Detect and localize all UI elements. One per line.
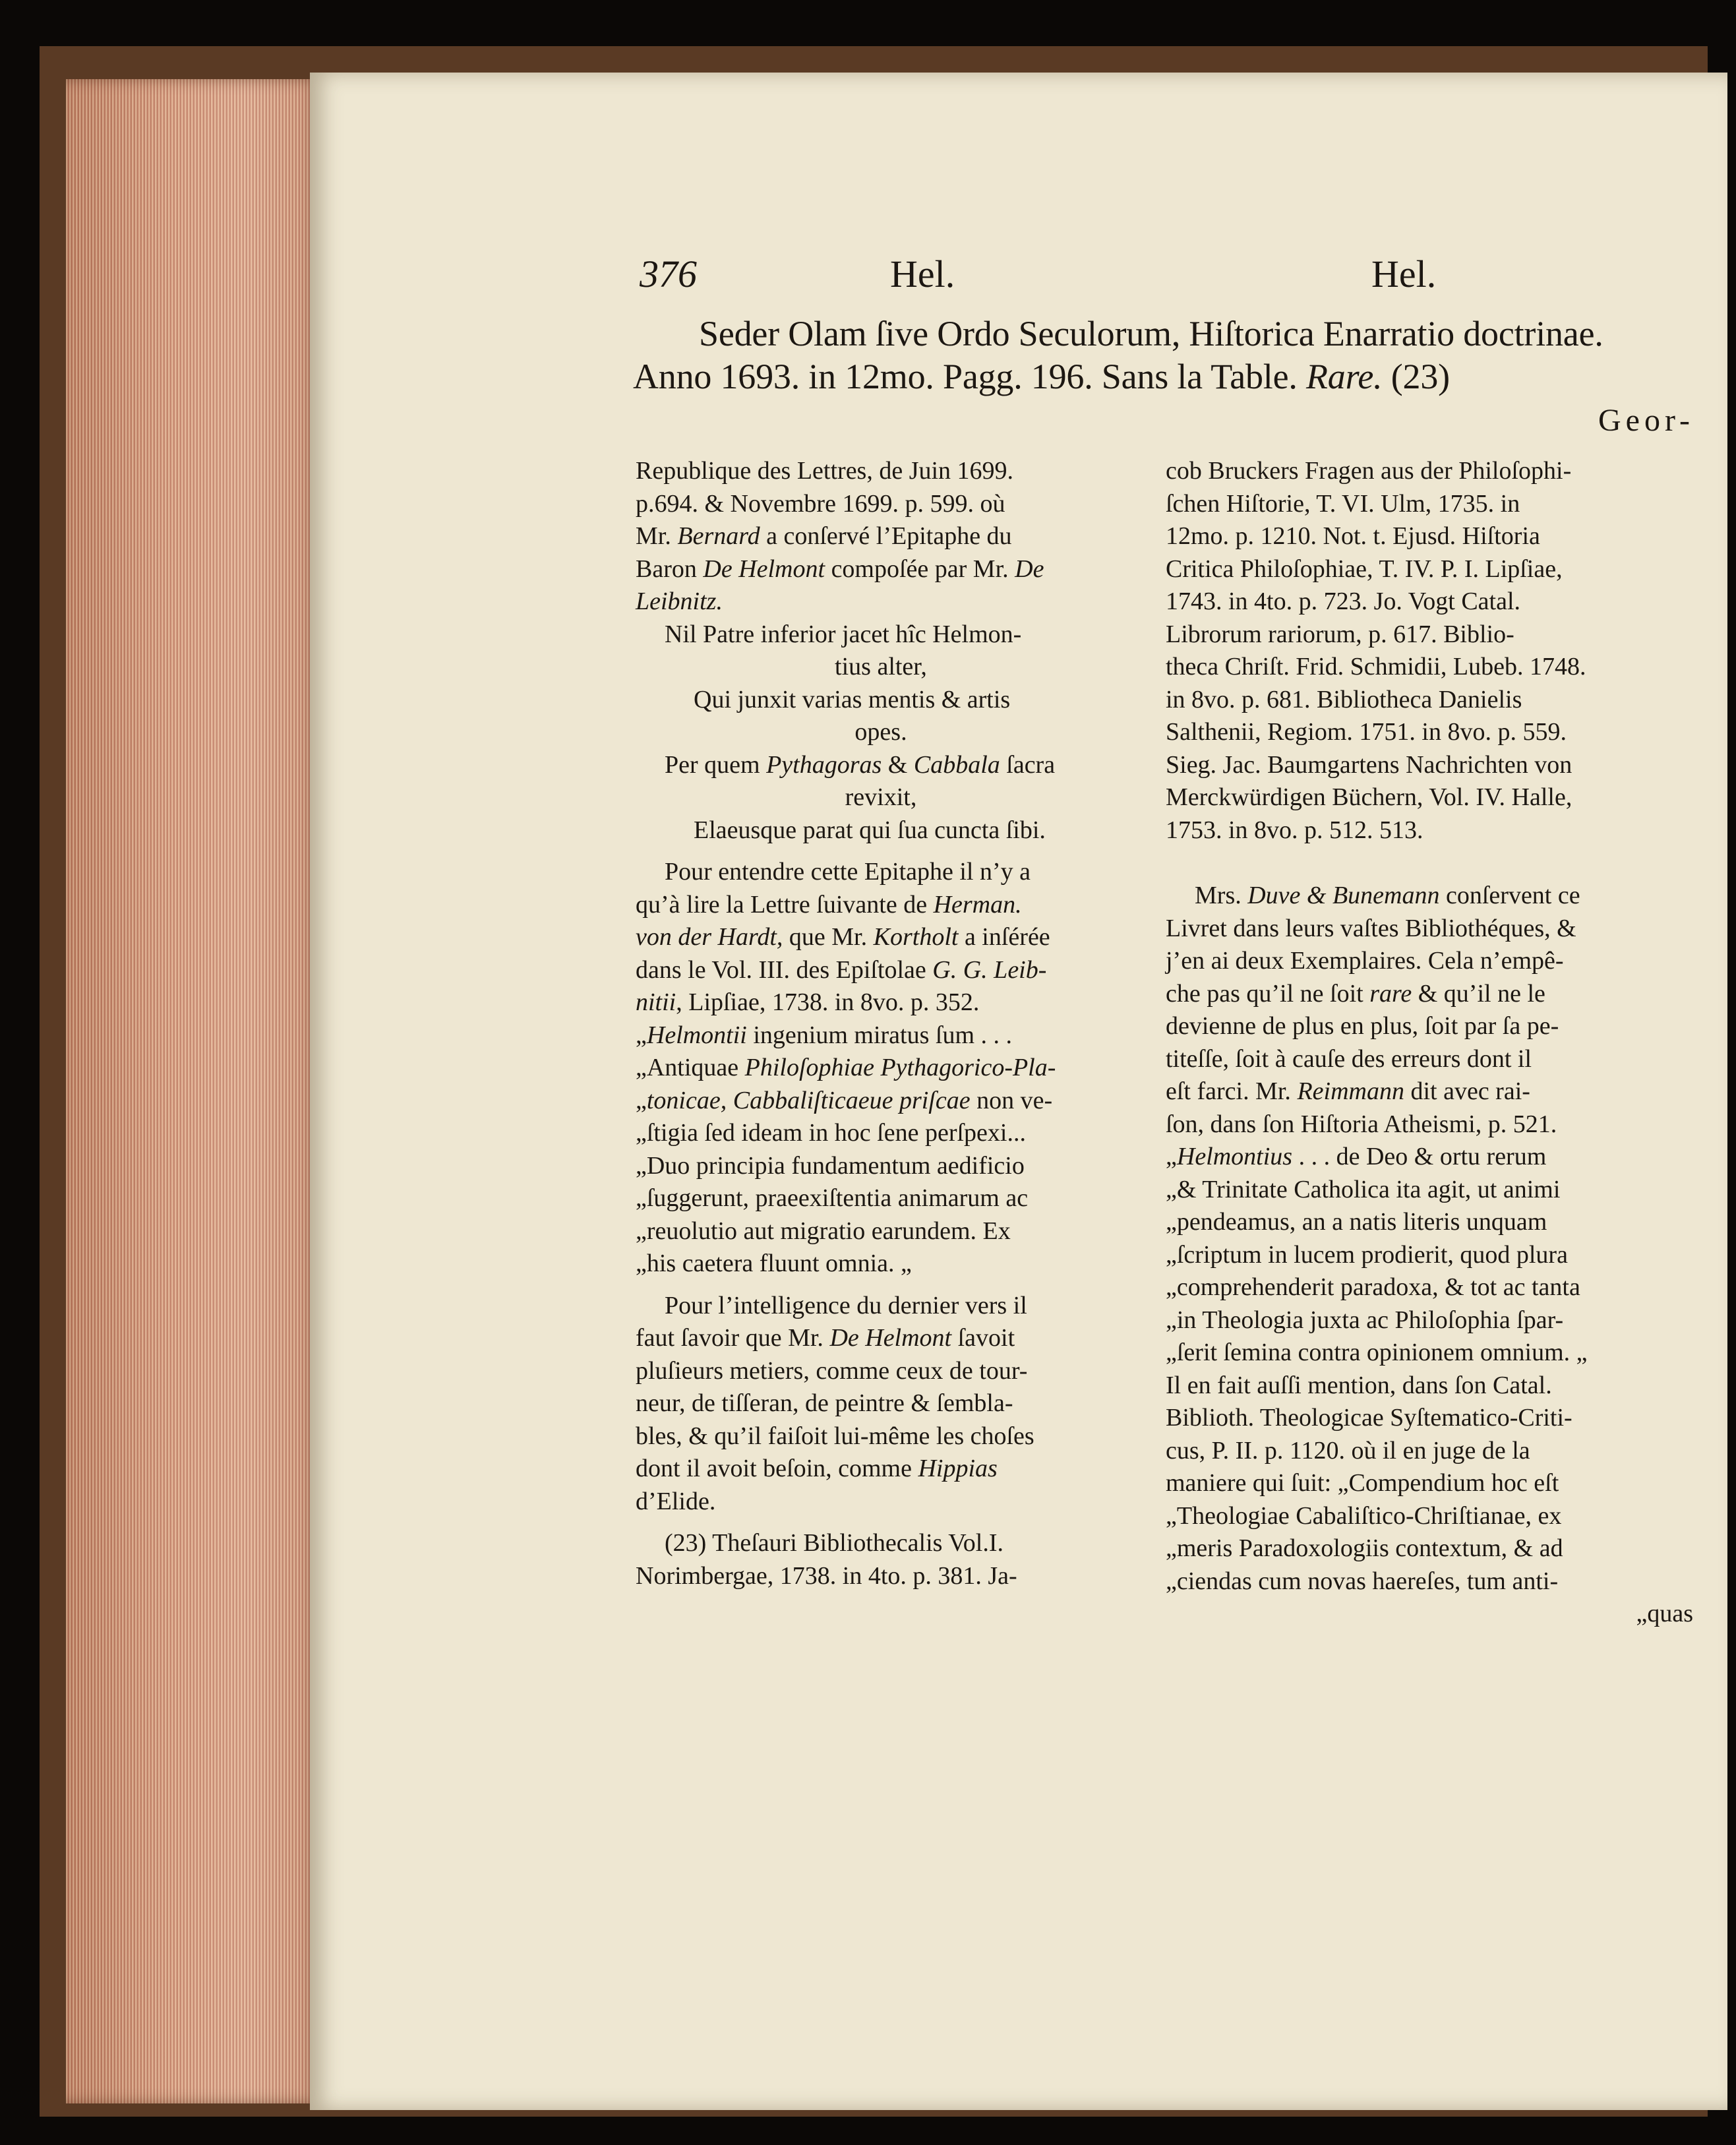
- text-line: Il en fait auſſi mention, dans ſon Catal.: [1166, 1371, 1552, 1399]
- title-line-1: Seder Olam ſive Ordo Seculorum, Hiſtorica Enarratio doctrinae.: [699, 314, 1603, 353]
- text-line: j’en ai deux Exemplaires. Cela n’empê-: [1166, 947, 1564, 975]
- text-line: „ſerit ſemina contra opinionem omnium. „: [1166, 1339, 1588, 1366]
- text-line: dont il avoit beſoin, comme Hippias: [636, 1455, 998, 1482]
- footnote-line: Norimbergae, 1738. in 4to. p. 381. Ja-: [636, 1561, 1017, 1590]
- text-line: „ciendas cum novas haereſes, tum anti-: [1166, 1567, 1559, 1595]
- text-line: Librorum rariorum, p. 617. Biblio-: [1166, 620, 1514, 648]
- text-line: Baron De Helmont compoſée par Mr. De: [636, 555, 1044, 583]
- text-line: 1753. in 8vo. p. 512. 513.: [1166, 816, 1423, 844]
- text-line: „comprehenderit paradoxa, & tot ac tanta: [1166, 1273, 1580, 1301]
- text-line: „Helmontius . . . de Deo & ortu rerum: [1166, 1143, 1547, 1170]
- text-line: Biblioth. Theologicae Syſtematico-Criti-: [1166, 1404, 1572, 1432]
- text-line: Republique des Lettres, de Juin 1699.: [636, 457, 1014, 485]
- text-line: „ſuggerunt, praeexiſtentia animarum ac: [636, 1184, 1029, 1212]
- verse-line: Per quem Pythagoras & Cabbala ſacra: [665, 750, 1056, 779]
- text-line: ſchen Hiſtorie, T. VI. Ulm, 1735. in: [1166, 489, 1520, 518]
- verse-line: Qui junxit varias mentis & artis: [694, 685, 1011, 713]
- text-line: dans le Vol. III. des Epiſtolae G. G. Leib-: [636, 955, 1047, 984]
- text-line: devienne de plus en plus, ſoit par ſa pe-: [1166, 1012, 1559, 1040]
- text-line: 1743. in 4to. p. 723. Jo. Vogt Catal.: [1166, 588, 1521, 615]
- text-line: „Antiquae Philoſophiae Pythagorico-Pla-: [636, 1054, 1056, 1081]
- verse-line: opes.: [854, 718, 907, 746]
- rare-label: Rare.: [1305, 357, 1383, 396]
- footnote-ref: (23): [1391, 357, 1450, 396]
- text-line: cus, P. II. p. 1120. où il en juge de la: [1166, 1436, 1530, 1465]
- text-line: „Helmontii ingenium miratus ſum . . .: [636, 1021, 1012, 1049]
- text-line: „Duo principia fundamentum aedificio: [636, 1151, 1025, 1180]
- text-line: neur, de tiſſeran, de peintre & ſembla-: [636, 1389, 1013, 1417]
- text-line: Merckwürdigen Büchern, Vol. IV. Halle,: [1166, 783, 1572, 811]
- text-line: „& Trinitate Catholica ita agit, ut animi: [1166, 1175, 1561, 1203]
- text-line: d’Elide.: [636, 1487, 716, 1515]
- text-line: qu’à lire la Lettre ſuivante de Herman.: [636, 890, 1022, 919]
- text-line: Pour l’intelligence du dernier vers il: [665, 1291, 1027, 1319]
- text-line: „ſtigia ſed ideam in hoc ſene perſpexi...: [636, 1119, 1026, 1147]
- text-line: „Theologiae Cabaliſtico-Chriſtianae, ex: [1166, 1501, 1562, 1530]
- text-line: Salthenii, Regiom. 1751. in 8vo. p. 559.: [1166, 718, 1567, 746]
- left-running-head: Hel.: [890, 253, 955, 295]
- text-line: faut ſavoir que Mr. De Helmont ſavoit: [636, 1324, 1015, 1352]
- text-line: cob Bruckers Fragen aus der Philoſophi-: [1166, 457, 1572, 485]
- text-line: Leibnitz.: [636, 588, 723, 615]
- text-line: Sieg. Jac. Baumgartens Nachrichten von: [1166, 750, 1572, 779]
- text-line: ſon, dans ſon Hiſtoria Atheismi, p. 521.: [1166, 1110, 1557, 1138]
- text-line: Livret dans leurs vaſtes Bibliothéques, &: [1166, 914, 1576, 942]
- text-line: „reuolutio aut migratio earundem. Ex: [636, 1217, 1011, 1245]
- footnote-line: (23) Theſauri Bibliothecalis Vol.I.: [665, 1529, 1003, 1557]
- verse-line: Nil Patre inferior jacet hîc Helmon-: [665, 620, 1022, 648]
- text-line: 12mo. p. 1210. Not. t. Ejusd. Hiſtoria: [1166, 522, 1540, 550]
- page-number: 376: [640, 253, 697, 295]
- left-column: [636, 455, 1126, 1592]
- text-line: titeſſe, ſoit à cauſe des erreurs dont il: [1166, 1044, 1532, 1073]
- verse-line: revixit,: [845, 783, 917, 811]
- page-block-edge: [66, 79, 323, 2103]
- text-line: Mr. Bernard a conſervé l’Epitaphe du: [636, 522, 1012, 550]
- book-page: [310, 73, 1727, 2110]
- text-line: „tonicae, Cabbaliſticaeue priſcae non ve-: [636, 1086, 1053, 1114]
- catchword-bottom: „quas: [1636, 1600, 1693, 1627]
- verse-line: tius alter,: [835, 653, 927, 680]
- text-line: Mrs. Duve & Bunemann conſervent ce: [1195, 882, 1580, 909]
- catchword-top: Geor-: [1598, 403, 1694, 438]
- title-line-2: [633, 356, 1450, 397]
- text-line: Pour entendre cette Epitaphe il n’y a: [665, 858, 1031, 886]
- text-line: „his caetera fluunt omnia. „: [636, 1250, 912, 1277]
- verse-line: Elaeusque parat qui ſua cuncta ſibi.: [694, 816, 1046, 844]
- text-line: che pas qu’il ne ſoit rare & qu’il ne le: [1166, 979, 1545, 1008]
- text-line: bles, & qu’il faiſoit lui-même les choſes: [636, 1422, 1034, 1450]
- text-line: „pendeamus, an a natis literis unquam: [1166, 1208, 1547, 1236]
- text-line: „meris Paradoxologiis contextum, & ad: [1166, 1534, 1563, 1562]
- text-line: theca Chriſt. Frid. Schmidii, Lubeb. 1748.: [1166, 653, 1586, 680]
- right-column: [1166, 455, 1693, 1631]
- text-line: maniere qui ſuit: „Compendium hoc eſt: [1166, 1469, 1559, 1497]
- right-running-head: Hel.: [1371, 253, 1437, 295]
- text-line: „ſcriptum in lucem prodierit, quod plura: [1166, 1240, 1568, 1269]
- text-line: in 8vo. p. 681. Bibliotheca Danielis: [1166, 685, 1522, 713]
- text-line: eſt farci. Mr. Reimmann dit avec rai-: [1166, 1077, 1530, 1105]
- text-line: Critica Philoſophiae, T. IV. P. I. Lipſiae,: [1166, 555, 1563, 583]
- text-line: pluſieurs metiers, comme ceux de tour-: [636, 1356, 1028, 1385]
- text-line: „in Theologia juxta ac Philoſophia ſpar-: [1166, 1306, 1564, 1334]
- text-line: von der Hardt, que Mr. Kortholt a inſérée: [636, 923, 1050, 951]
- title-line-2-text: Anno 1693. in 12mo. Pagg. 196. Sans la Table.: [633, 357, 1298, 396]
- text-line: nitii, Lipſiae, 1738. in 8vo. p. 352.: [636, 988, 980, 1016]
- text-line: p.694. & Novembre 1699. p. 599. où: [636, 489, 1005, 518]
